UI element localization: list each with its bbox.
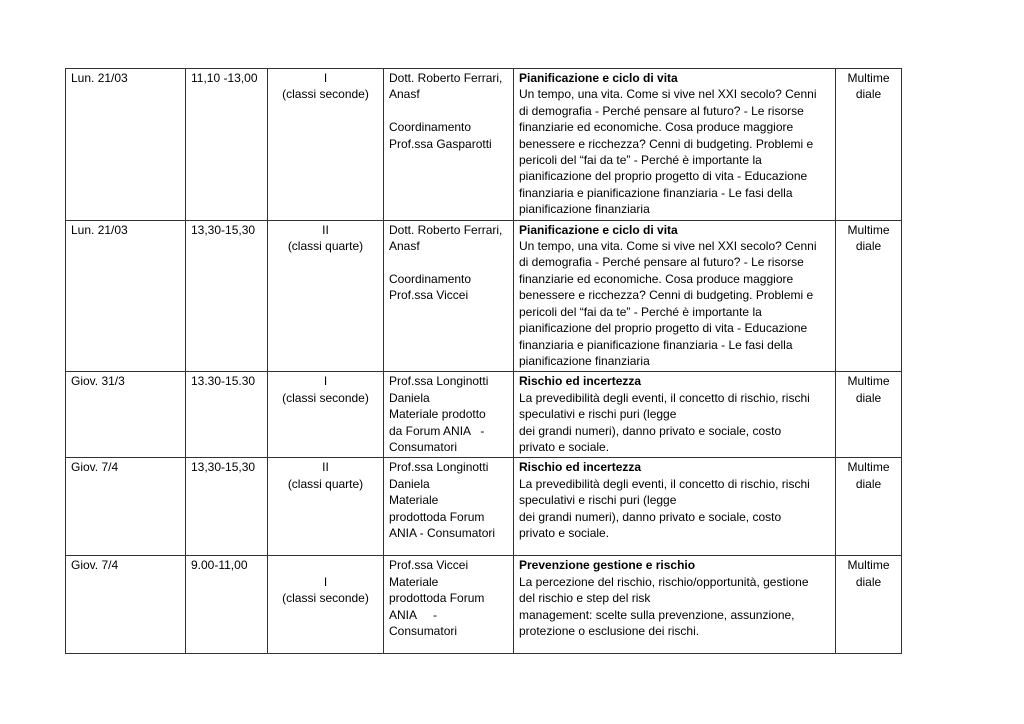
cell-line: prodottoda Forum xyxy=(389,591,485,606)
cell-line: diale xyxy=(855,574,882,589)
cell-line: pianificazione del proprio progetto di vita - Educazione xyxy=(519,169,808,184)
topic-description xyxy=(519,476,830,542)
cell-line: protezione o esclusione dei rischi. xyxy=(519,623,700,638)
date-cell xyxy=(66,556,186,654)
mode-cell xyxy=(836,220,902,372)
cell-line: Daniela xyxy=(389,390,430,405)
cell-line: dei grandi numeri), danno privato e sociale, costo xyxy=(519,423,782,438)
cell-line: pianificazione finanziaria xyxy=(519,353,650,368)
cell-line: Un tempo, una vita. Come si vive nel XXI secolo? Cenni xyxy=(519,87,817,102)
topic-cell xyxy=(514,220,836,372)
table-row xyxy=(66,556,902,654)
time-text: 13.30-15.30 xyxy=(191,374,256,389)
cell-line: Multime xyxy=(847,460,890,475)
cell-line: II xyxy=(322,222,329,237)
cell-line: La prevedibilità degli eventi, il concetto di rischio, rischi xyxy=(519,476,810,491)
cell-line: (classi seconde) xyxy=(282,591,369,606)
cell-line: pericoli del “fai da te” - Perché è importante la xyxy=(519,304,762,319)
mode-cell xyxy=(836,372,902,458)
time-text: 9.00-11,00 xyxy=(191,558,248,573)
time-cell xyxy=(186,556,268,654)
cell-line: Consumatori xyxy=(389,439,458,454)
time-cell xyxy=(186,220,268,372)
cell-line: Prof.ssa Viccei xyxy=(389,288,469,303)
cell-line: Materiale xyxy=(389,493,439,508)
cell-line xyxy=(273,557,378,573)
topic-title: Pianificazione e ciclo di vita xyxy=(519,71,678,85)
date-cell xyxy=(66,372,186,458)
cell-line: I xyxy=(323,71,328,85)
cell-line: Dott. Roberto Ferrari, xyxy=(389,222,503,237)
cell-line: dei grandi numeri), danno privato e sociale, costo xyxy=(519,509,782,524)
module-cell xyxy=(268,69,384,221)
date-text: Giov. 7/4 xyxy=(71,460,119,475)
mode-cell xyxy=(836,458,902,556)
time-cell xyxy=(186,69,268,221)
cell-line: finanziaria e pianificazione finanziaria - Le fasi della xyxy=(519,337,793,352)
cell-line: Anasf xyxy=(389,87,420,102)
topic-cell xyxy=(514,69,836,221)
cell-line: del rischio e step del risk xyxy=(519,591,651,606)
date-text: Giov. 7/4 xyxy=(71,558,119,573)
cell-line: Dott. Roberto Ferrari, xyxy=(389,71,503,85)
module-cell xyxy=(268,458,384,556)
cell-line: diale xyxy=(855,476,882,491)
cell-line: Multime xyxy=(847,374,890,389)
cell-line: La prevedibilità degli eventi, il concetto di rischio, rischi xyxy=(519,390,810,405)
cell-line: Prof.ssa Gasparotti xyxy=(389,136,492,151)
cell-line: Materiale prodotto xyxy=(389,407,486,422)
cell-line: Un tempo, una vita. Come si vive nel XXI secolo? Cenni xyxy=(519,239,817,254)
cell-line: Daniela xyxy=(389,476,430,491)
cell-line: diale xyxy=(855,239,882,254)
topic-cell xyxy=(514,556,836,654)
table-row xyxy=(66,69,902,221)
teacher-cell xyxy=(384,458,514,556)
module-cell xyxy=(268,556,384,654)
cell-line: pericoli del “fai da te” - Perché è importante la xyxy=(519,153,762,168)
module-cell xyxy=(268,220,384,372)
cell-line: Coordinamento xyxy=(389,271,472,286)
cell-line: finanziaria e pianificazione finanziaria - Le fasi della xyxy=(519,185,793,200)
cell-line: privato e sociale. xyxy=(519,525,610,540)
cell-line: Prof.ssa Viccei xyxy=(389,558,469,573)
mode-cell xyxy=(836,69,902,221)
date-cell xyxy=(66,458,186,556)
cell-line: pianificazione finanziaria xyxy=(519,202,650,217)
cell-line: diale xyxy=(855,390,882,405)
cell-line: Multime xyxy=(847,558,890,573)
time-cell xyxy=(186,458,268,556)
topic-title: Prevenzione gestione e rischio xyxy=(519,558,696,573)
topic-cell xyxy=(514,458,836,556)
schedule-table xyxy=(65,68,902,654)
cell-line: ANIA - xyxy=(389,607,438,622)
teacher-cell xyxy=(384,556,514,654)
cell-line: ANIA - Consumatori xyxy=(389,525,496,540)
topic-cell xyxy=(514,372,836,458)
teacher-cell xyxy=(384,220,514,372)
cell-line: diale xyxy=(855,87,882,102)
cell-line: management: scelte sulla prevenzione, assunzione, xyxy=(519,607,795,622)
cell-line: (classi quarte) xyxy=(287,476,364,491)
cell-line: finanziarie ed economiche. Cosa produce maggiore xyxy=(519,120,794,135)
cell-line: pianificazione del proprio progetto di vita - Educazione xyxy=(519,321,808,336)
cell-line: di demografia - Perché pensare al futuro? - Le risorse xyxy=(519,255,804,270)
cell-line: privato e sociale. xyxy=(519,439,610,454)
cell-line: finanziarie ed economiche. Cosa produce maggiore xyxy=(519,271,794,286)
cell-line xyxy=(389,103,508,119)
cell-line xyxy=(389,254,508,270)
date-text: Lun. 21/03 xyxy=(71,71,128,85)
cell-line: II xyxy=(322,460,329,475)
cell-line: da Forum ANIA - xyxy=(389,423,485,438)
cell-line: La percezione del rischio, rischio/opportunità, gestione xyxy=(519,574,809,589)
cell-line: Prof.ssa Longinotti xyxy=(389,374,489,389)
time-text: 13,30-15,30 xyxy=(191,222,256,237)
cell-line: Multime xyxy=(847,71,890,85)
cell-line: Multime xyxy=(847,222,890,237)
topic-description xyxy=(519,86,830,217)
cell-line: speculativi e rischi puri (legge xyxy=(519,407,677,422)
table-row xyxy=(66,458,902,556)
topic-title: Pianificazione e ciclo di vita xyxy=(519,222,678,237)
topic-description xyxy=(519,390,830,456)
mode-cell xyxy=(836,556,902,654)
cell-line: I xyxy=(323,374,328,389)
date-cell xyxy=(66,69,186,221)
topic-description xyxy=(519,574,830,640)
date-text: Giov. 31/3 xyxy=(71,374,125,389)
schedule-body xyxy=(66,69,902,654)
cell-line: Coordinamento xyxy=(389,120,472,135)
date-text: Lun. 21/03 xyxy=(71,222,128,237)
cell-line: (classi seconde) xyxy=(282,390,369,405)
cell-line: (classi seconde) xyxy=(282,87,369,102)
cell-line: Materiale xyxy=(389,574,439,589)
cell-line: Consumatori xyxy=(389,623,458,638)
topic-title: Rischio ed incertezza xyxy=(519,374,642,389)
table-row xyxy=(66,220,902,372)
cell-line: Prof.ssa Longinotti xyxy=(389,460,489,475)
cell-line: benessere e ricchezza? Cenni di budgeting. Problemi e xyxy=(519,136,814,151)
module-cell xyxy=(268,372,384,458)
topic-description xyxy=(519,238,830,369)
cell-line: (classi quarte) xyxy=(287,239,364,254)
cell-line: di demografia - Perché pensare al futuro? - Le risorse xyxy=(519,103,804,118)
cell-line: prodottoda Forum xyxy=(389,509,485,524)
topic-title: Rischio ed incertezza xyxy=(519,460,642,475)
time-text: 13,30-15,30 xyxy=(191,460,256,475)
time-text: 11,10 -13,00 xyxy=(191,71,258,85)
date-cell xyxy=(66,220,186,372)
cell-line: I xyxy=(323,574,328,589)
table-row xyxy=(66,372,902,458)
cell-line: Anasf xyxy=(389,239,420,254)
cell-line: benessere e ricchezza? Cenni di budgeting. Problemi e xyxy=(519,288,814,303)
teacher-cell xyxy=(384,69,514,221)
teacher-cell xyxy=(384,372,514,458)
cell-line: speculativi e rischi puri (legge xyxy=(519,493,677,508)
time-cell xyxy=(186,372,268,458)
